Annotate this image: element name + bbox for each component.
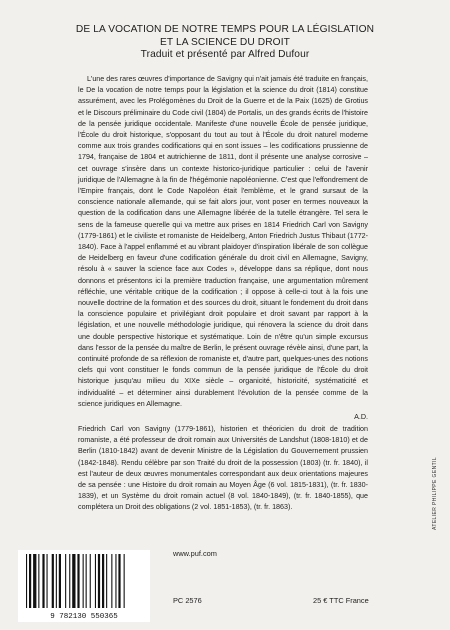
publisher-url[interactable]: www.puf.com (173, 549, 217, 558)
main-description (78, 74, 368, 423)
bio-paragraph: Friedrich Carl von Savigny (1779-1861), historien et théoricien du droit de tradition romaniste, a été professeur de droit romain aux Universités de Landshut (1808-1810) et de Berlin (1810-1842) avant de devenir Ministre de la Législation du Gouvernement prussien (1842-1848). Rendu célèbre par son Traité du droit de la possession (1803) (tr. fr. 1840), il est l'auteur de deux œuvres monumentales correspondant aux deux orientations majeures de sa pensée : une Histoire du droit romain au Moyen Âge (6 vol. 1815-1831), (tr. fr. 1830-1839), et un Système du droit romain actuel (8 vol. 1840-1849), (tr. fr. 1840-1855), que complétera un Droit des obligations (2 vol. 1851-1853), (tr. fr. 1863). (78, 425, 368, 512)
book-title (0, 24, 450, 62)
barcode-bar (42, 554, 44, 608)
barcode-bar (52, 554, 54, 608)
barcode-bar (29, 554, 31, 608)
barcode-bar (95, 554, 96, 608)
barcode-bar (56, 554, 57, 608)
barcode-bar (72, 554, 75, 608)
barcode-bar (102, 554, 104, 608)
barcode-number: 9 782130 550365 (50, 613, 118, 621)
title-line-1: DE LA VOCATION DE NOTRE TEMPS POUR LA LÉGISLATION (75, 24, 375, 35)
barcode-bar (83, 554, 84, 608)
description-paragraph: L'une des rares œuvres d'importance de Savigny qui n'ait jamais été traduite en français, le De la vocation de notre temps pour la législation et la science du droit (1814) constitue assurément, avec les Prolégomènes du Droit de la Guerre et de la Paix (1625) de Grotius et le Discours préliminaire du Code civil (1804) de Portalis, un des grands écrits de l'histoire de la pensée juridique occidentale. Manifeste d'une nouvelle École de pensée juridique, l'École du droit historique, s'opposant du tout au tout à l'École du droit naturel moderne comme aux trois grandes codifications qui en sont issues – les codifications prussienne de 1794, française de 1804 et autrichienne de 1811, dont il présente une analyse corrosive – cet ouvrage s'insère dans un contexte historico-juridique particulier : celui de l'avenir juridique de l'Allemagne à la fin de l'hégémonie napoléonienne. C'est que l'effondrement de l'Empire français, dont le Code Napoléon était l'emblème, et le grand sursaut de la conscience nationale allemande, qui se fait alors jour, vont poser en termes nouveaux la question de la codification dans une Allemagne libérée de la tutelle étrangère. Tel sera le sens de la fameuse querelle qui va mettre aux prises en 1814 Friedrich Carl von Savigny (1779-1861) et le civiliste et romaniste de Heidelberg, Anton Friedrich Justus Thibaut (1772-1840). Face à l'appel enflammé et au vibrant plaidoyer d'inspiration libérale de son collègue de Heidelberg en faveur d'une codification générale du droit civil en Allemagne, Savigny, résolu à « sauver la science face aux Codes », développe dans sa réplique, dont nous donnons et présentons ici la première traduction française, une argumentation mûrement réfléchie, une véritable critique de la codification ; il oppose à celle-ci tout à la fois une nouvelle doctrine de la formation et des sources du droit, situant le fondement du droit dans la conscience populaire et privilégiant droit populaire et droit savant par rapport à la législation, et une nouvelle méthodologie juridique, qui rénovera la science du droit dans une double perspective historique et systématique. Loin de n'être qu'un simple excursus dans l'essor de la pensée du maître de Berlin, le présent ouvrage révèle ainsi, d'une part, la continuité profonde de sa réflexion de romaniste et, d'autre part, quelques-unes des notions clefs qui vont constituer le fonds commun de la pensée juridique de l'École du droit historique jusqu'au milieu du XIXe siècle – organicité, historicité, systématicité et individualité – et déterminer ainsi durablement l'évolution de la pensée comme de la science juridiques en Allemagne. (78, 75, 369, 408)
barcode-bar (115, 554, 116, 608)
barcode-bar (47, 554, 48, 608)
product-code: PC 2576 (173, 596, 202, 605)
barcode-bar (65, 554, 66, 608)
barcode-bar (118, 554, 120, 608)
barcode-bar (33, 554, 36, 608)
title-line-2: ET LA SCIENCE DU DROIT (160, 36, 290, 48)
barcode-bar (90, 554, 91, 608)
barcode-bar (26, 554, 27, 608)
design-credit: ATELIER PHILIPPE GENTIL (432, 456, 438, 530)
barcode-bar (38, 554, 39, 608)
barcode-bar (111, 554, 112, 608)
price: 25 € TTC France (313, 596, 369, 605)
barcode-bar (106, 554, 107, 608)
barcode-bar (69, 554, 70, 608)
author-bio (78, 424, 368, 514)
barcode-bar (124, 554, 125, 608)
barcode-bar (98, 554, 100, 608)
barcode-bar (86, 554, 87, 608)
barcode-bar (77, 554, 79, 608)
barcode (18, 550, 150, 622)
signature: A.D. (354, 413, 368, 422)
translator-line: Traduit et présenté par Alfred Dufour (140, 49, 310, 61)
barcode-bar (59, 554, 61, 608)
